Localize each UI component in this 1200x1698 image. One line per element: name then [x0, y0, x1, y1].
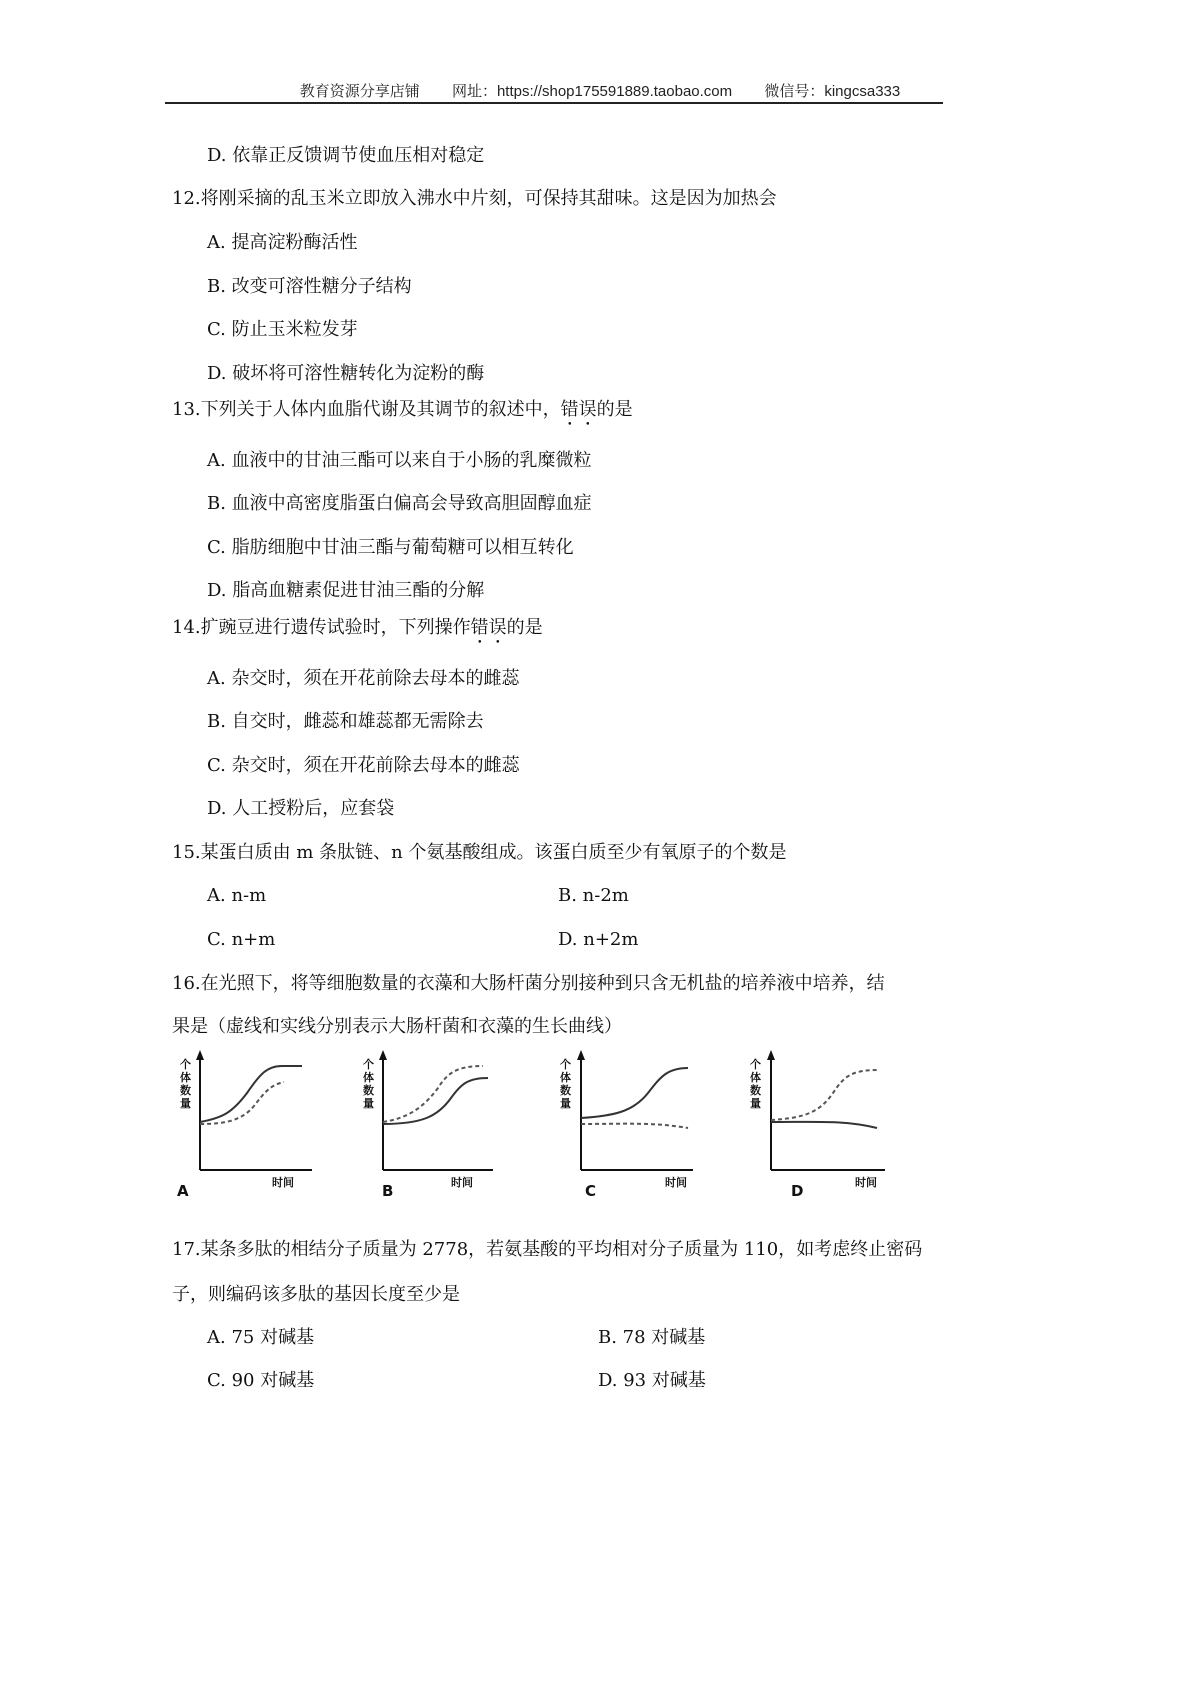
- wechat-id: 微信号：kingcsa333: [764, 83, 901, 100]
- x-axis-label: 时间: [665, 1176, 687, 1189]
- q12-stem: 12.将刚采摘的乱玉米立即放入沸水中片刻，可保持其甜味。这是因为加热会: [172, 188, 777, 209]
- q14-option-a: A. 杂交时，须在开花前除去母本的雌蕊: [207, 668, 520, 689]
- graph-c-plot: [553, 1048, 733, 1208]
- q17-stem-line1: 17.某条多肽的相结分子质量为 2778，若氨基酸的平均相对分子质量为 110，如考虑终止密码: [172, 1239, 923, 1260]
- graph-b-plot: [353, 1048, 533, 1208]
- q14-stem-text: 14.扩豌豆进行遗传试验时，下列操作: [172, 617, 471, 638]
- graph-label: B: [382, 1182, 394, 1200]
- q15-option-c: C. n+m: [207, 929, 276, 950]
- x-axis-label: 时间: [855, 1176, 877, 1189]
- q17-option-c: C. 90 对碱基: [207, 1370, 315, 1391]
- q13-stem-text: 13.下列关于人体内血脂代谢及其调节的叙述中，: [172, 399, 561, 420]
- q12-option-d: D. 破坏将可溶性糖转化为淀粉的酶: [207, 363, 485, 384]
- q14-option-b: B. 自交时，雌蕊和雄蕊都无需除去: [207, 711, 484, 732]
- y-axis-label: 个体数量: [180, 1058, 191, 1110]
- graph-a-plot: [172, 1048, 352, 1208]
- q13-option-d: D. 脂高血糖素促进甘油三酯的分解: [207, 580, 485, 601]
- x-axis-label: 时间: [451, 1176, 473, 1189]
- growth-graph-c: [553, 1048, 733, 1208]
- growth-graph-a: [172, 1048, 352, 1208]
- q16-stem-line1: 16.在光照下，将等细胞数量的衣藻和大肠杆菌分别接种到只含无机盐的培养液中培养，结: [172, 973, 885, 994]
- growth-graph-b: [353, 1048, 533, 1208]
- q15-option-a: A. n-m: [207, 885, 267, 906]
- y-axis-label: 个体数量: [560, 1058, 571, 1110]
- x-axis-label: 时间: [272, 1176, 294, 1189]
- dashed-curve: [200, 1082, 284, 1124]
- growth-graph-d: [745, 1048, 925, 1208]
- q17-option-a: A. 75 对碱基: [207, 1327, 315, 1348]
- shop-name: 教育资源分享店铺: [299, 83, 420, 100]
- shop-url: 网址：https://shop175591889.taobao.com: [451, 83, 733, 100]
- dashed-curve: [771, 1070, 877, 1120]
- q14-stem-end: 的是: [506, 617, 543, 638]
- graph-d-plot: [745, 1048, 925, 1208]
- solid-curve: [771, 1122, 877, 1128]
- q13-option-a: A. 血液中的甘油三酯可以来自于小肠的乳糜微粒: [207, 450, 592, 471]
- q14-emphasis: 错误: [470, 617, 507, 638]
- y-axis-label: 个体数量: [363, 1058, 374, 1110]
- solid-curve: [581, 1068, 688, 1118]
- q15-option-b: B. n-2m: [558, 885, 629, 906]
- q15-stem: 15.某蛋白质由 m 条肽链、n 个氨基酸组成。该蛋白质至少有氧原子的个数是: [172, 842, 787, 863]
- q14-option-d: D. 人工授粉后，应套袋: [207, 798, 395, 819]
- q17-stem-line2: 子，则编码该多肽的基因长度至少是: [172, 1284, 460, 1305]
- q14-stem: [172, 616, 543, 648]
- graph-label: A: [177, 1182, 189, 1200]
- q15-option-d: D. n+2m: [558, 929, 639, 950]
- q16-stem-line2: 果是（虚线和实线分别表示大肠杆菌和衣藻的生长曲线）: [172, 1016, 622, 1037]
- solid-curve: [200, 1066, 302, 1122]
- graph-label: C: [585, 1182, 597, 1200]
- solid-curve: [383, 1078, 488, 1124]
- dashed-curve: [581, 1124, 688, 1128]
- q17-option-d: D. 93 对碱基: [598, 1370, 706, 1391]
- q14-option-c: C. 杂交时，须在开花前除去母本的雌蕊: [207, 755, 520, 776]
- q13-option-c: C. 脂肪细胞中甘油三酯与葡萄糖可以相互转化: [207, 537, 574, 558]
- q13-emphasis: 错误: [560, 399, 597, 420]
- graph-label: D: [791, 1182, 804, 1200]
- q11-option-d: D. 依靠正反馈调节使血压相对稳定: [207, 145, 485, 166]
- y-axis-label: 个体数量: [750, 1058, 761, 1110]
- dashed-curve: [383, 1066, 483, 1122]
- header-rule: [165, 102, 943, 104]
- page-header: [0, 80, 1200, 101]
- q12-option-b: B. 改变可溶性糖分子结构: [207, 276, 412, 297]
- q12-option-a: A. 提高淀粉酶活性: [207, 232, 358, 253]
- q13-stem-end: 的是: [596, 399, 633, 420]
- q13-option-b: B. 血液中高密度脂蛋白偏高会导致高胆固醇血症: [207, 493, 592, 514]
- q12-option-c: C. 防止玉米粒发芽: [207, 319, 358, 340]
- q13-stem: [172, 398, 633, 430]
- q17-option-b: B. 78 对碱基: [598, 1327, 706, 1348]
